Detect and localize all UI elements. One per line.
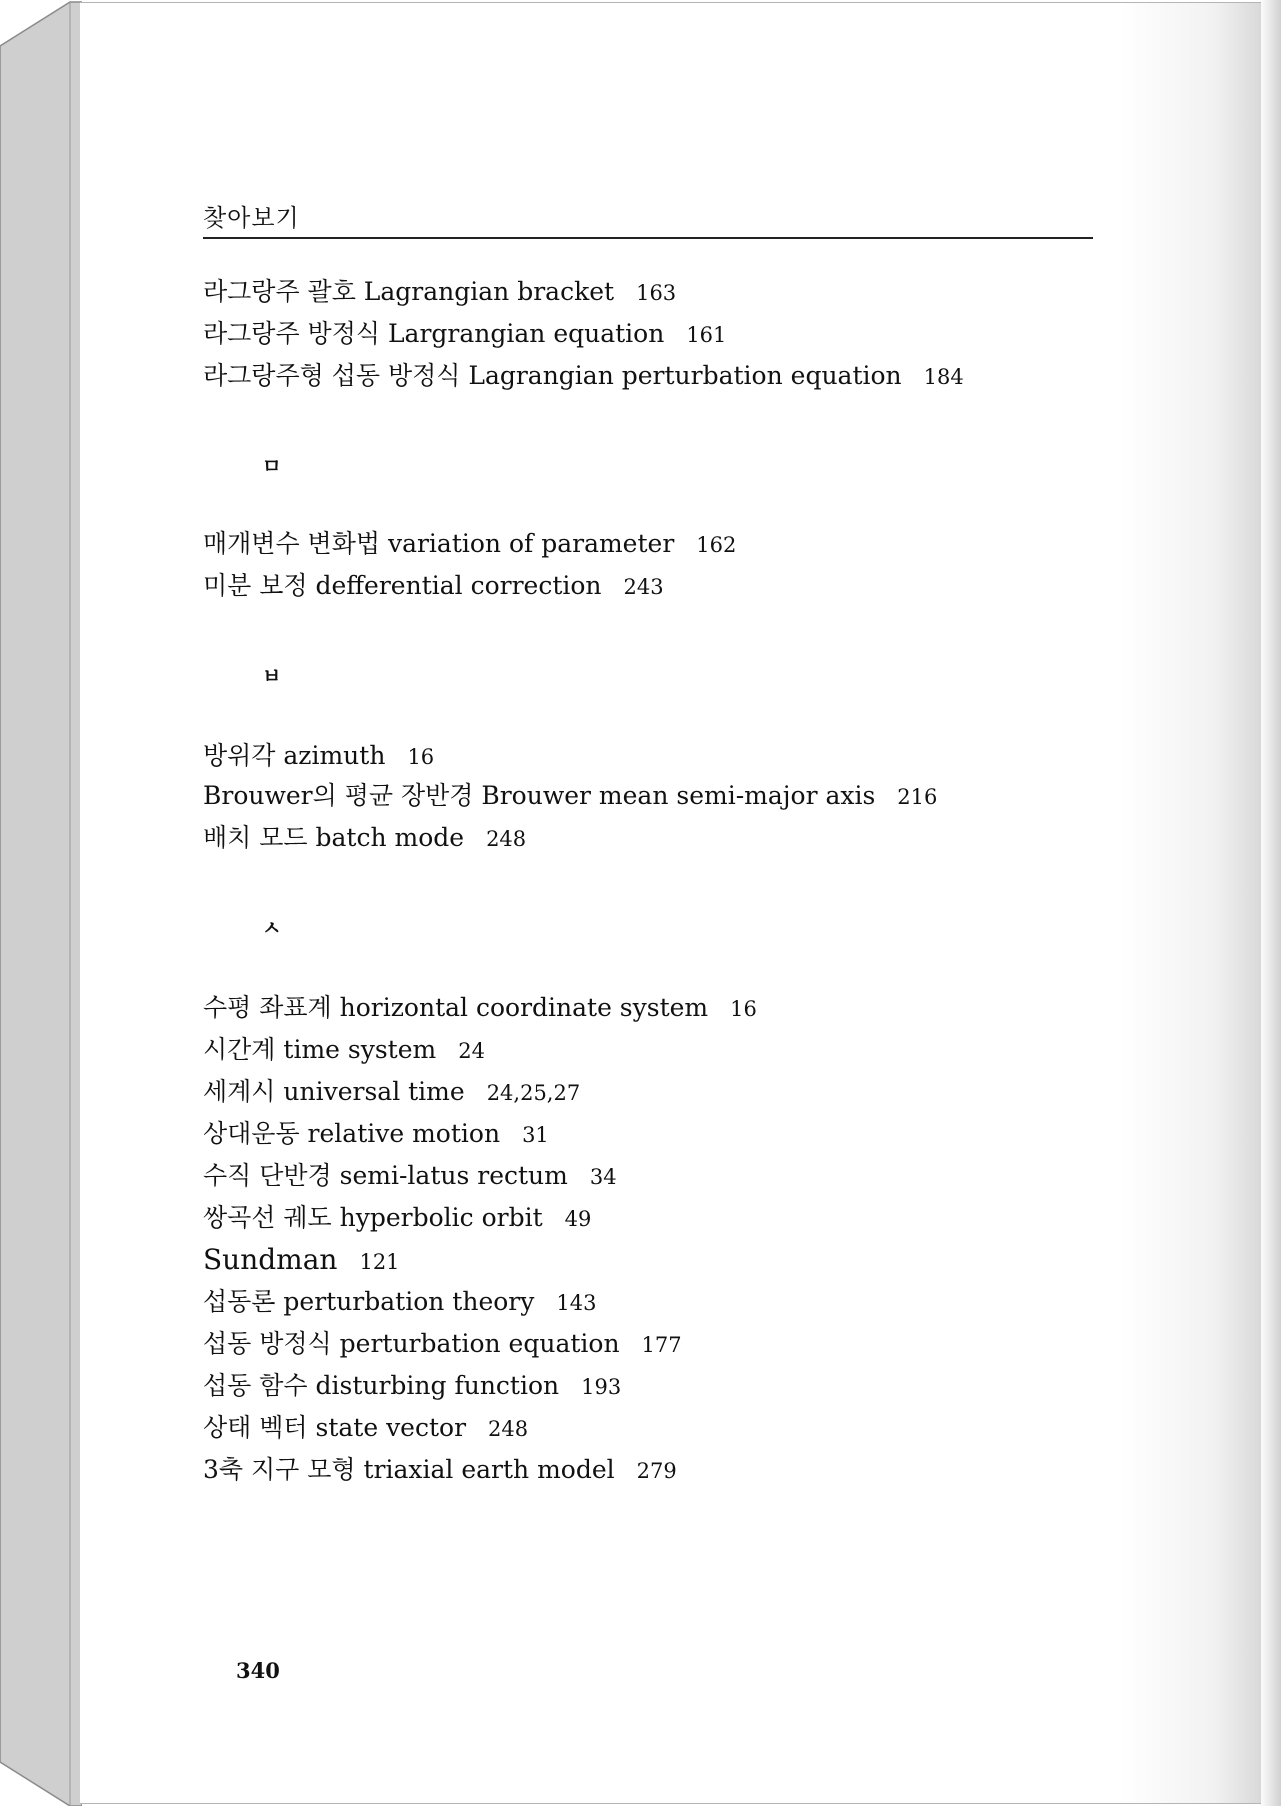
book-spine xyxy=(0,0,82,1806)
entry-page: 31 xyxy=(522,1123,549,1147)
entry-term: 배치 모드 batch mode xyxy=(203,823,465,852)
index-entry xyxy=(203,1160,617,1193)
index-entry xyxy=(203,740,434,773)
entry-term: 라그랑주 괄호 Lagrangian bracket xyxy=(203,277,615,306)
entry-term: 매개변수 변화법 variation of parameter xyxy=(203,529,675,558)
index-entry xyxy=(203,1286,596,1319)
entry-page: 143 xyxy=(556,1291,597,1315)
entry-page: 161 xyxy=(686,323,727,347)
entry-term: 수직 단반경 semi-latus rectum xyxy=(203,1161,568,1190)
index-entry xyxy=(203,1370,621,1403)
entry-page: 248 xyxy=(486,827,527,851)
entry-page: 193 xyxy=(581,1375,622,1399)
entry-page: 16 xyxy=(407,745,435,769)
index-entry xyxy=(203,570,664,603)
header-rule xyxy=(203,237,1093,239)
entry-page: 279 xyxy=(636,1459,677,1483)
entry-page: 16 xyxy=(730,997,757,1021)
entry-page: 121 xyxy=(359,1250,400,1274)
index-entry xyxy=(203,1034,485,1067)
index-page xyxy=(80,2,1261,1804)
entry-term: 상태 벡터 state vector xyxy=(203,1413,467,1442)
entry-page: 243 xyxy=(623,575,664,599)
index-entry xyxy=(203,992,757,1025)
entry-term: 섭동 함수 disturbing function xyxy=(203,1371,560,1400)
entry-term: 섭동론 perturbation theory xyxy=(203,1287,535,1316)
page-header: 찾아보기 xyxy=(203,204,300,232)
entry-page: 24,25,27 xyxy=(486,1081,581,1105)
index-entry xyxy=(203,1118,549,1151)
entry-page: 177 xyxy=(641,1333,682,1357)
index-entry xyxy=(203,318,726,351)
index-entry xyxy=(203,360,964,393)
entry-page: 184 xyxy=(923,365,964,389)
entry-term: 라그랑주형 섭동 방정식 Lagrangian perturbation equation xyxy=(203,361,902,390)
entry-page: 163 xyxy=(636,281,677,305)
entry-term: 상대운동 relative motion xyxy=(203,1119,501,1148)
entry-term: 수평 좌표계 horizontal coordinate system xyxy=(203,993,709,1022)
entry-page: 24 xyxy=(458,1039,485,1063)
index-entry xyxy=(203,276,676,309)
index-entry xyxy=(203,1454,677,1487)
entry-term: 세계시 universal time xyxy=(203,1077,465,1106)
section-heading: ㅂ xyxy=(262,664,282,688)
section-heading: ㅅ xyxy=(262,916,282,940)
entry-term: 미분 보정 defferential correction xyxy=(203,571,602,600)
index-entry xyxy=(203,528,736,561)
page-number: 340 xyxy=(236,1658,280,1683)
entry-term: 시간계 time system xyxy=(203,1035,437,1064)
entry-term: 쌍곡선 궤도 hyperbolic orbit xyxy=(203,1203,543,1232)
entry-term: Sundman xyxy=(203,1243,338,1276)
page-edge-shadow xyxy=(1259,0,1281,1806)
index-entry xyxy=(203,1076,580,1109)
index-entry xyxy=(203,1244,400,1278)
section-heading: ㅁ xyxy=(262,454,282,478)
index-entry xyxy=(203,780,937,813)
index-entry xyxy=(203,1328,682,1361)
entry-page: 49 xyxy=(564,1207,592,1231)
entry-term: Brouwer의 평균 장반경 Brouwer mean semi-major axis xyxy=(203,781,876,810)
entry-page: 248 xyxy=(488,1417,529,1441)
index-entry xyxy=(203,822,526,855)
index-entry xyxy=(203,1202,591,1235)
entry-term: 라그랑주 방정식 Largrangian equation xyxy=(203,319,665,348)
index-entry xyxy=(203,1412,528,1445)
entry-term: 3축 지구 모형 triaxial earth model xyxy=(203,1455,615,1484)
entry-page: 216 xyxy=(897,785,938,809)
entry-page: 162 xyxy=(696,533,737,557)
entry-term: 섭동 방정식 perturbation equation xyxy=(203,1329,620,1358)
entry-term: 방위각 azimuth xyxy=(203,741,386,770)
entry-page: 34 xyxy=(589,1165,617,1189)
